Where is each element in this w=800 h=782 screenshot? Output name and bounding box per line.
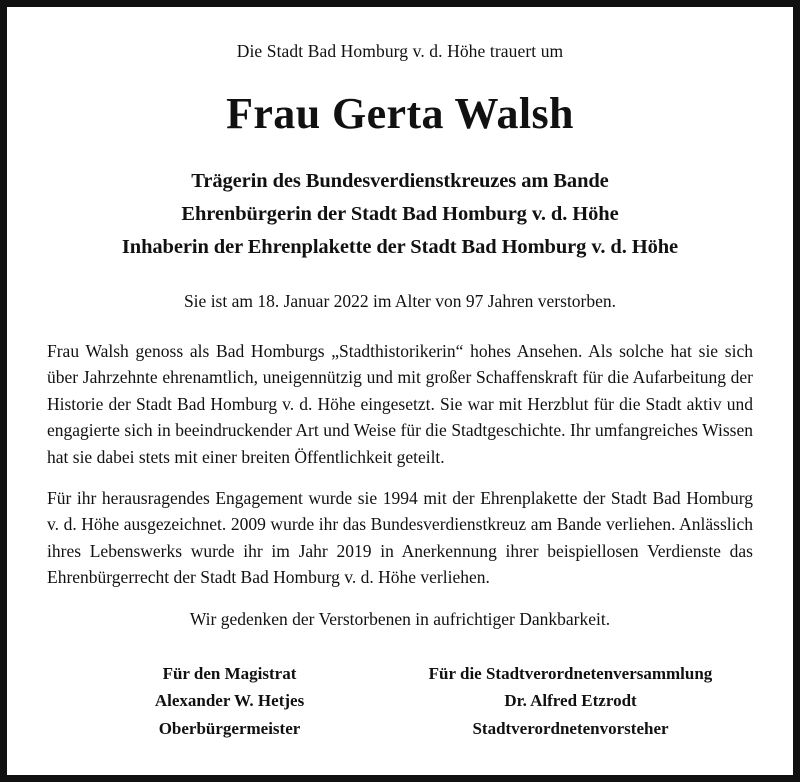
honors-list: [47, 165, 753, 265]
signature-role: Stadtverordnetenvorsteher: [472, 719, 669, 739]
signature-name: Dr. Alfred Etzrodt: [504, 691, 637, 711]
signature-role: Oberbürgermeister: [158, 719, 301, 739]
signature-name: Alexander W. Hetjes: [154, 691, 305, 711]
signature-heading: Für die Stadtverordnetenversammlung: [428, 663, 713, 683]
honor-item: Inhaberin der Ehrenplakette der Stadt Bad Homburg v. d. Höhe: [121, 236, 679, 259]
intro-line: Die Stadt Bad Homburg v. d. Höhe trauert um: [236, 41, 564, 61]
closing-line: Wir gedenken der Verstorbenen in aufrichtiger Dankbarkeit.: [189, 608, 611, 629]
signature-block-stadtverordnetenversammlung: [400, 660, 741, 743]
signature-block-magistrat: [59, 660, 400, 743]
signature-heading: Für den Magistrat: [162, 663, 297, 683]
deceased-name: Frau Gerta Walsh: [226, 89, 574, 138]
signature-area: [47, 660, 753, 743]
tribute-text: [47, 338, 753, 591]
tribute-paragraph: Frau Walsh genoss als Bad Homburgs „Stadthistorikerin“ hohes Ansehen. Als solche hat sie sich über Jahrzehnte ehrenamtlich, uneigennützig und mit großer Schaffenskraft für die Aufarbeitung der Historie der Stadt Bad Homburg v. d. Höhe eingesetzt. Sie war mit Herzblut für die Stadt aktiv und engagierte sich in beeindruckender Art und Weise für die Stadtgeschichte. Ihr umfangreiches Wissen hat sie dabei stets mit einer breiten Öffentlichkeit geteilt.: [47, 340, 753, 467]
tribute-paragraph: Für ihr herausragendes Engagement wurde sie 1994 mit der Ehrenplakette der Stadt Bad Homburg v. d. Höhe ausgezeichnet. 2009 wurde ihr das Bundesverdienstkreuz am Bande verliehen. Anlässlich ihres Lebenswerks wurde ihr im Jahr 2019 in Anerkennung ihrer beispiellosen Verdienste das Ehrenbürgerrecht der Stadt Bad Homburg v. d. Höhe verliehen.: [47, 487, 753, 588]
death-note: Sie ist am 18. Januar 2022 im Alter von 97 Jahren verstorben.: [183, 290, 617, 311]
honor-item: Ehrenbürgerin der Stadt Bad Homburg v. d. Höhe: [181, 203, 619, 226]
honor-item: Trägerin des Bundesverdienstkreuzes am Bande: [191, 170, 609, 192]
